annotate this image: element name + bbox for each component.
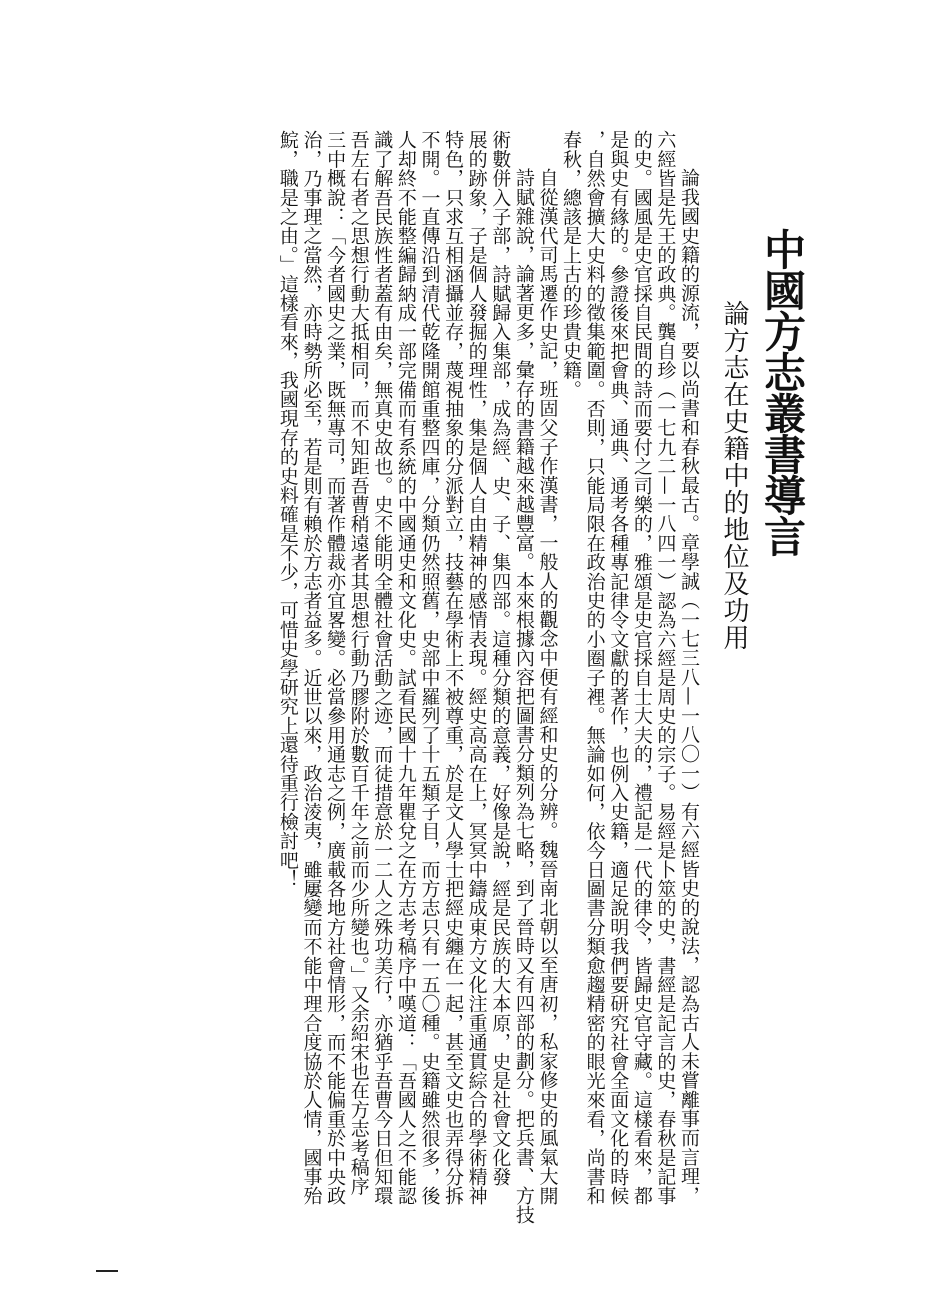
text-column: 春秋，總該是上古的珍貴史籍。	[560, 130, 583, 399]
body-text	[275, 130, 700, 1224]
text-column: 六經皆是先王的政典。龔自珍（一七九二—一八四一）認為六經是周史的宗子。易經是卜筮的史，書經是記言的史，春秋是記事	[654, 130, 677, 1206]
text-column: ，自然會擴大史料的徵集範圍。否則，只能局限在政治史的小圈子裡。無論如何，依今日圖書分類愈趨精密的眼光來看，尚書和	[583, 130, 606, 1206]
text-column: 人却終不能整編歸納成一部完備而有系統的中國通史和文化史。試看民國十九年瞿兌之在方志考稿序中嘆道：「吾國人之不能認	[394, 130, 417, 1206]
text-column: 是與史有緣的。參證後來把會典、通典、通考各種專記律令文獻的著作，也例入史籍，適足說明我們要研究社會全面文化的時候	[607, 130, 630, 1206]
document-title: 中國方志叢書導言	[758, 228, 807, 556]
text-column: 的史。國風是史官採自民間的詩而要付之司樂的，雅頌是史官採自士大夫的，禮記是一代的律令，皆歸史官守藏。這樣看來，都	[630, 130, 653, 1206]
text-column: 三中概說：「今者國史之業，既無專司，而著作體裁亦宜畧變。必當參用通志之例，廣載各地方社會情形，而不能偏重於中央政	[324, 130, 347, 1206]
text-column: 展的跡象，子是個人發掘的理性，集是個人自由精神的感情表現。經史高高在上，冥冥中鑄成東方文化注重通貫綜合的學術精神	[465, 130, 488, 1206]
text-column: 論我國史籍的源流，要以尚書和春秋最古。章學誠（一七三八—一八〇一）有六經皆史的說法，認為古人未嘗離事而言理，	[678, 168, 700, 1205]
text-column: 吾左右者之思想行動大抵相同，而不知距吾曹稍遠者其思想行動乃膠附於數百千年之前而少所變也。」又余紹宋也在方志考稿序	[347, 130, 370, 1196]
text-column: 鯇，職是之由。」這樣看來，我國現存的史料確是不少，可惜史學研究上還待重行檢討吧！	[276, 130, 299, 889]
text-column: 不開。一直傳沿到清代乾隆開館重整四庫，分類仍然照舊，史部中羅列了十五類子目，而方志只有一五〇種。史籍雖然很多，後	[418, 130, 441, 1206]
text-column: 術數併入子部，詩賦歸入集部，成為經、史、子、集四部。這種分類的意義，好像是說，經是民族的大本原，史是社會文化發	[489, 130, 512, 1186]
margin-mark	[96, 1270, 118, 1272]
text-column: 識了解吾民族性者蓋有由矣，無真史故也。史不能明全體社會活動之迹，而徒措意於一二人之殊功美行，亦猶乎吾曹今日但知環	[371, 130, 394, 1206]
text-column: 治，乃事理之當然，亦時勢所必至，若是則有賴於方志者益多。近世以來，政治淩夷，雖屢變而不能中理合度協於人情，國事殆	[300, 130, 323, 1206]
text-column: 詩賦雜說，論著更多，彙存的書籍越來越豐富。本來根據內容把圖書分類列為七略，到了晉時又有四部的劃分。把兵書、方技	[512, 168, 535, 1224]
text-column: 自從漢代司馬遷作史記，班固父子作漢書，一般人的觀念中便有經和史的分辨。魏晉南北朝以至唐初，私家修史的風氣大開	[536, 168, 559, 1205]
document-subtitle: 論方志在史籍中的地位及功用	[719, 300, 749, 651]
text-column: 特色，只求互相涵攝並存，蔑視抽象的分派對立，技藝在學術上不被尊重，於是文人學士把經史纏在一起，甚至文史也弄得分拆	[442, 130, 465, 1206]
